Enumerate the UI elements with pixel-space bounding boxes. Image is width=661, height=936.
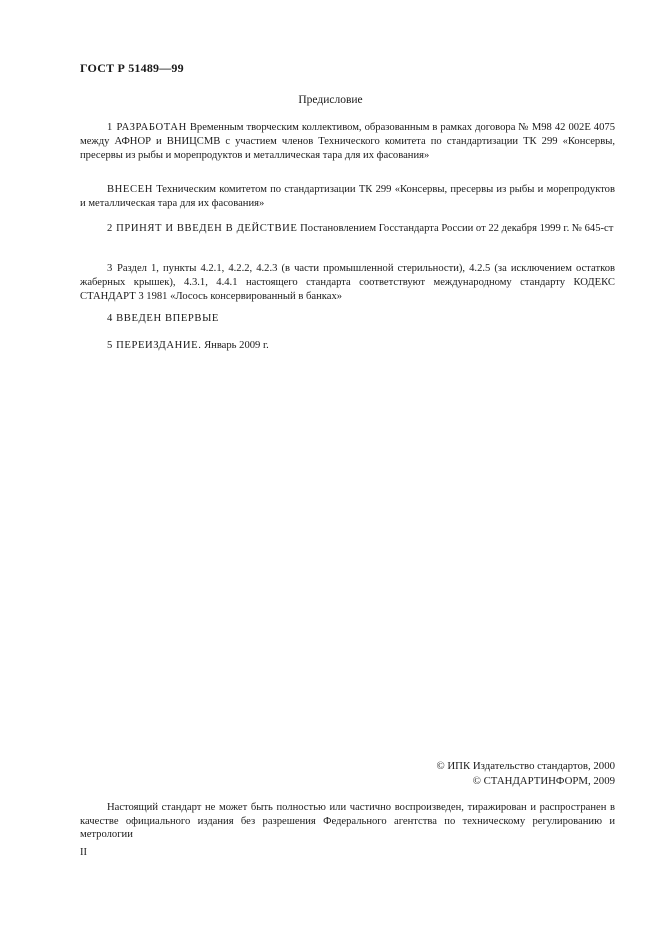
- preface-item-text: Временным творческим коллективом, образованным в рамках договора № М98 42 002Е 4075 между АФНОР и ВНИЦСМВ с участием членов Технического комитета по стандартизации ТК 299 «Консервы, пресервы из рыбы и морепродуктов и металлическая тара для их фасования»: [80, 122, 615, 161]
- preface-title: Предисловие: [298, 94, 363, 106]
- preface-item-text: Постановлением Госстандарта России от 22 декабря 1999 г. № 645-ст: [297, 223, 614, 234]
- preface-item-lead: 3: [107, 263, 113, 274]
- preface-item-correspondence: [80, 262, 615, 304]
- preface-item-text: Январь 2009 г.: [201, 340, 269, 351]
- copyright-standartinform: © СТАНДАРТИНФОРМ, 2009: [472, 775, 615, 787]
- preface-item-lead: 4 ВВЕДЕН ВПЕРВЫЕ: [107, 313, 219, 324]
- copyright-publisher: © ИПК Издательство стандартов, 2000: [436, 760, 615, 772]
- preface-item-text: Раздел 1, пункты 4.2.1, 4.2.2, 4.2.3 (в части промышленной стерильности), 4.2.5 (за исключением остатков жаберных крышек), 4.3.1, 4.4.1 настоящего стандарта соответствуют международному стандарту КОДЕКС СТАНДАРТ 3 1981 «Лосось консервированный в банках»: [80, 263, 615, 302]
- preface-item-lead: ВНЕСЕН: [107, 184, 153, 195]
- document-code: ГОСТ Р 51489—99: [80, 61, 184, 75]
- preface-item-lead: 1 РАЗРАБОТАН: [107, 122, 187, 133]
- preface-item-lead: 2 ПРИНЯТ И ВВЕДЕН В ДЕЙСТВИЕ: [107, 223, 298, 234]
- preface-item-text: Техническим комитетом по стандартизации ТК 299 «Консервы, пресервы из рыбы и морепродуктов и металлическая тара для их фасования»: [80, 184, 615, 209]
- preface-item-introduced: [80, 183, 615, 211]
- page-number: II: [80, 847, 87, 858]
- preface-item-adopted: [80, 222, 615, 236]
- preface-item-first-introduced: [80, 312, 615, 326]
- reproduction-notice: Настоящий стандарт не может быть полностью или частично воспроизведен, тиражирован и распространен в качестве официального издания без разрешения Федерального агентства по техническому регулированию и метрологии: [80, 802, 615, 840]
- preface-item-lead: 5 ПЕРЕИЗДАНИЕ.: [107, 340, 202, 351]
- preface-item-reissue: [80, 339, 615, 353]
- preface-item-developed: [80, 121, 615, 163]
